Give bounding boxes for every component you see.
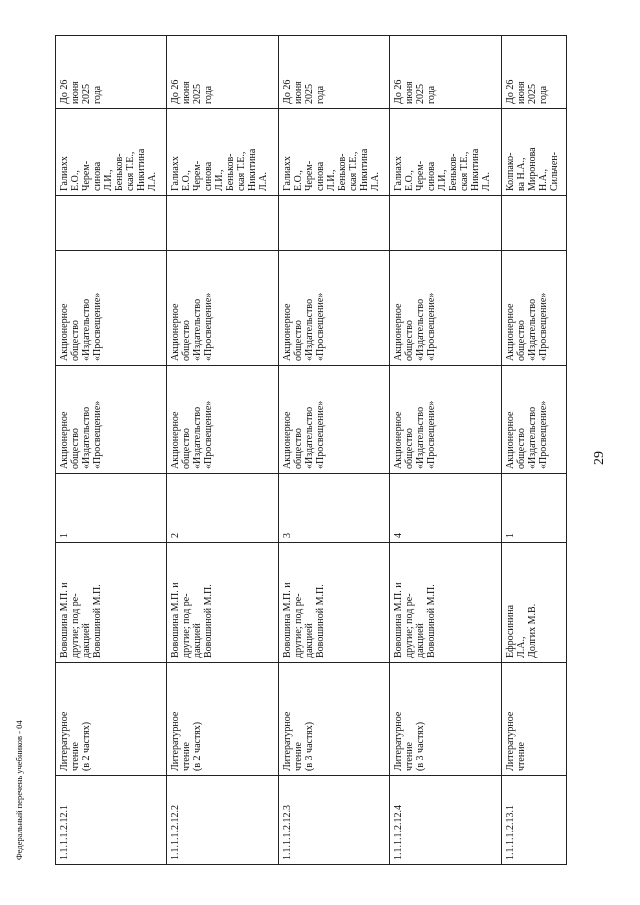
page-number: 29 <box>592 451 607 465</box>
cell-applicant: Акционерное общество «Издательство «Просвещение» <box>56 251 167 366</box>
cell-authors: Вовошина М.П. и другие; под ре- дакцией Вовошиной М.П. <box>167 543 278 663</box>
cell-deadline: До 26 июня 2025 года <box>278 36 389 109</box>
cell-experts: Галиахх Е.О., Черем- синова Л.И., Беньков- ская Т.Е., Никитина Л.А. <box>390 109 501 196</box>
cell-authors: Ефросинина Л.А., Долгих М.В. <box>501 543 566 663</box>
cell-subject: Литературное чтение (в 3 частях) <box>390 663 501 776</box>
cell-empty <box>167 196 278 251</box>
cell-grade: 1 <box>501 474 566 543</box>
cell-deadline: До 26 июня 2025 года <box>56 36 167 109</box>
cell-applicant: Акционерное общество «Издательство «Просвещение» <box>278 251 389 366</box>
cell-publisher: Акционерное общество «Издательство «Просвещение» <box>56 366 167 474</box>
cell-code: 1.1.1.1.2.12.4 <box>390 776 501 865</box>
cell-authors: Вовошина М.П. и другие; под ре- дакцией Вовошиной М.П. <box>56 543 167 663</box>
cell-applicant: Акционерное общество «Издательство «Просвещение» <box>390 251 501 366</box>
cell-experts: Галиахх Е.О., Черем- синова Л.И., Беньков- ская Т.Е., Никитина Л.А. <box>278 109 389 196</box>
cell-publisher: Акционерное общество «Издательство «Просвещение» <box>278 366 389 474</box>
cell-publisher: Акционерное общество «Издательство «Просвещение» <box>390 366 501 474</box>
cell-empty <box>501 196 566 251</box>
cell-empty <box>278 196 389 251</box>
table-row <box>278 36 389 865</box>
cell-subject: Литературное чтение (в 3 частях) <box>278 663 389 776</box>
cell-code: 1.1.1.1.2.12.2 <box>167 776 278 865</box>
footer-note: Федеральный перечень учебников - 04 <box>14 720 24 860</box>
table-row <box>56 36 167 865</box>
cell-publisher: Акционерное общество «Издательство «Просвещение» <box>501 366 566 474</box>
cell-code: 1.1.1.1.2.12.1 <box>56 776 167 865</box>
table-row <box>390 36 501 865</box>
cell-empty <box>56 196 167 251</box>
cell-grade: 2 <box>167 474 278 543</box>
cell-grade: 3 <box>278 474 389 543</box>
cell-code: 1.1.1.1.2.12.3 <box>278 776 389 865</box>
cell-grade: 1 <box>56 474 167 543</box>
cell-experts: Галиахх Е.О., Черем- синова Л.И., Беньков- ская Т.Е., Никитина Л.А. <box>167 109 278 196</box>
cell-grade: 4 <box>390 474 501 543</box>
cell-deadline: До 26 июня 2025 года <box>501 36 566 109</box>
textbook-table <box>55 35 567 865</box>
cell-experts: Галиахх Е.О., Черем- синова Л.И., Беньков- ская Т.Е., Никитина Л.А. <box>56 109 167 196</box>
table-row <box>501 36 566 865</box>
table-row <box>167 36 278 865</box>
cell-subject: Литературное чтение (в 2 частях) <box>167 663 278 776</box>
cell-deadline: До 26 июня 2025 года <box>390 36 501 109</box>
cell-deadline: До 26 июня 2025 года <box>167 36 278 109</box>
cell-subject: Литературное чтение <box>501 663 566 776</box>
cell-authors: Вовошина М.П. и другие; под ре- дакцией Вовошиной М.П. <box>278 543 389 663</box>
cell-authors: Вовошина М.П. и другие; под ре- дакцией Вовошиной М.П. <box>390 543 501 663</box>
cell-applicant: Акционерное общество «Издательство «Просвещение» <box>167 251 278 366</box>
cell-subject: Литературное чтение (в 2 частях) <box>56 663 167 776</box>
cell-applicant: Акционерное общество «Издательство «Просвещение» <box>501 251 566 366</box>
cell-publisher: Акционерное общество «Издательство «Просвещение» <box>167 366 278 474</box>
cell-empty <box>390 196 501 251</box>
cell-code: 1.1.1.1.2.13.1 <box>501 776 566 865</box>
cell-experts: Колпако- ва Н.А., Миронова Н.А., Сильчен- <box>501 109 566 196</box>
